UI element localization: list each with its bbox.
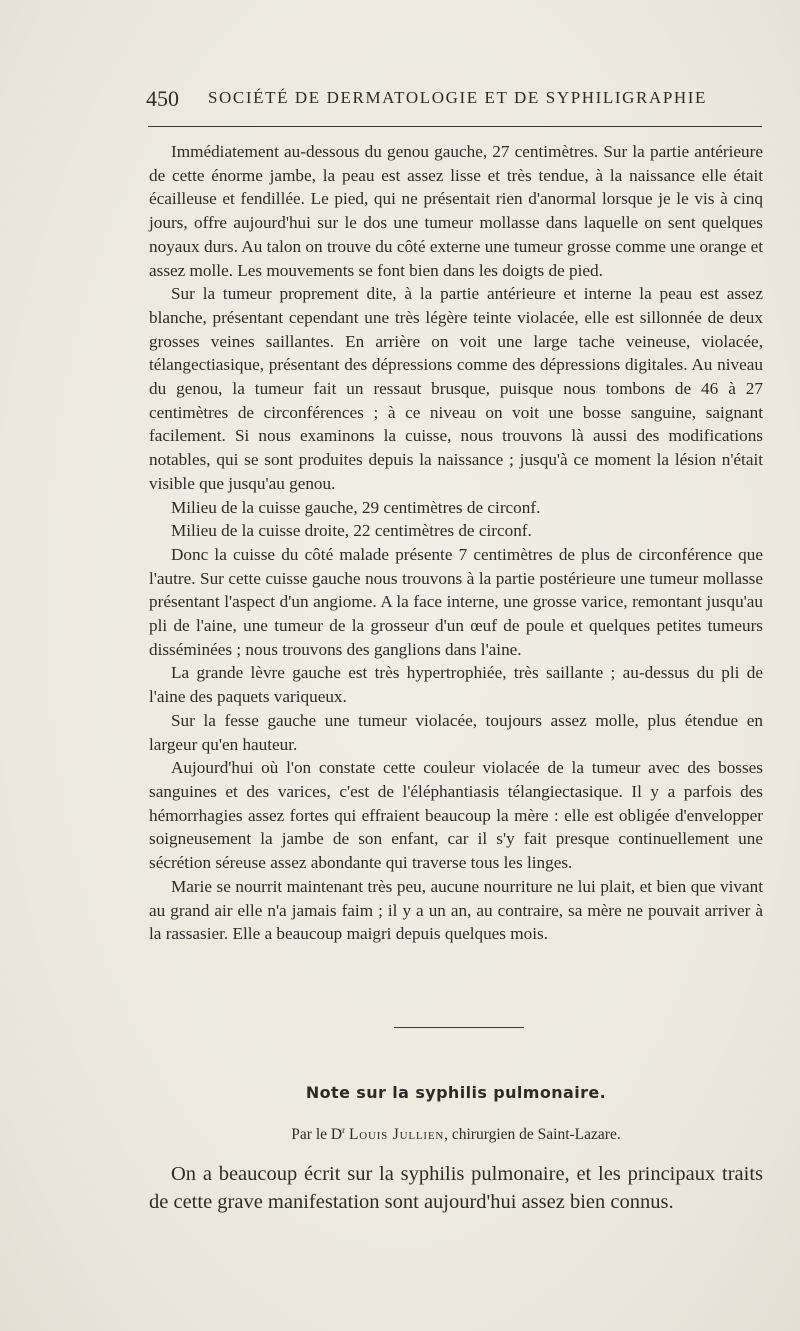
paragraph: Marie se nourrit maintenant très peu, aucune nourriture ne lui plait, et bien que vivant au grand air elle n'a jamais faim ; il y a un an, au contraire, sa mère ne pouvait arriver à la rassasier. Elle a beaucoup maigri depuis quelques mois. (149, 876, 763, 944)
lead-text (149, 1160, 763, 1216)
paragraph: Donc la cuisse du côté malade présente 7 centimètres de plus de circonférence que l'autre. Sur cette cuisse gauche nous trouvons à la partie postérieure une tumeur mollasse présentant l'aspect d'un angiome. A la face interne, une grosse varice, remontant jusqu'au pli de l'aine, une tumeur de la grosseur d'un œuf de poule et quelques petites tumeurs disséminées ; nous trouvons des ganglions dans l'aine. (149, 544, 763, 659)
running-title: SOCIÉTÉ DE DERMATOLOGIE ET DE SYPHILIGRAPHIE (208, 88, 708, 107)
paragraph: Immédiatement au-dessous du genou gauche, 27 centimètres. Sur la partie antérieure de cette énorme jambe, la peau est assez lisse et très tendue, à la naissance elle était écailleuse et fendillée. Le pied, qui ne présentait rien d'anormal lorsque je le vis à cinq jours, offre aujourd'hui sur le dos une tumeur mollasse dans laquelle on sent quelques noyaux durs. Au talon on trouve du côté externe une tumeur grosse comme une orange et assez molle. Les mouvements se font bien dans les doigts de pied. (149, 142, 763, 280)
byline-suffix: , chirurgien de Saint-Lazare. (444, 1126, 621, 1143)
paragraph: Sur la tumeur proprement dite, à la partie antérieure et interne la peau est assez blanche, présentant cependant une très légère teinte violacée, elle est sillonnée de deux grosses veines saillantes. En arrière on voit une large tache veineuse, violacée, télangectiasique, présentant des dépressions comme des dépressions digitales. Au niveau du genou, la tumeur fait un ressaut brusque, puisque nous tombons de 46 à 27 centimètres de circonférences ; à ce niveau on voit une bosse sanguine, saignant facilement. Si nous examinons la cuisse, nous trouvons là aussi des modifications notables, qui se sont produites depuis la naissance ; jusqu'à ce moment la lésion n'était visible que jusqu'au genou. (149, 284, 763, 493)
body-text (149, 140, 763, 946)
page-number: 450 (146, 86, 179, 111)
paragraph: Milieu de la cuisse droite, 22 centimètres de circonf. (171, 521, 532, 541)
header-rule (148, 126, 762, 127)
byline (149, 1125, 763, 1144)
section-separator (394, 1027, 524, 1028)
lead-paragraph: On a beaucoup écrit sur la syphilis pulmonaire, et les principaux traits de cette grave manifestation sont aujourd'hui assez bien connus. (149, 1163, 763, 1213)
byline-sup: r (342, 1125, 346, 1135)
byline-prefix: Par le D (291, 1126, 343, 1143)
paragraph: Aujourd'hui où l'on constate cette couleur violacée de la tumeur avec des bosses sanguines et des varices, c'est de l'éléphantiasis télangiectasique. Il y a parfois des hémorrhagies assez fortes qui effraient beaucoup la mère : elle est obligée d'envelopper soigneusement la jambe de son enfant, car il s'y fait presque continuellement une sécrétion séreuse assez abondante qui traverse tous les linges. (149, 758, 763, 873)
note-title: Note sur la syphilis pulmonaire. (305, 1083, 607, 1102)
paragraph: Sur la fesse gauche une tumeur violacée, toujours assez molle, plus étendue en largeur qu'en hauteur. (149, 710, 763, 754)
paragraph: La grande lèvre gauche est très hypertrophiée, très saillante ; au-dessus du pli de l'aine des paquets variqueux. (149, 663, 763, 707)
paragraph: Milieu de la cuisse gauche, 29 centimètres de circonf. (171, 497, 541, 517)
author-name: Louis Jullien (348, 1126, 445, 1143)
page-header (146, 84, 762, 118)
